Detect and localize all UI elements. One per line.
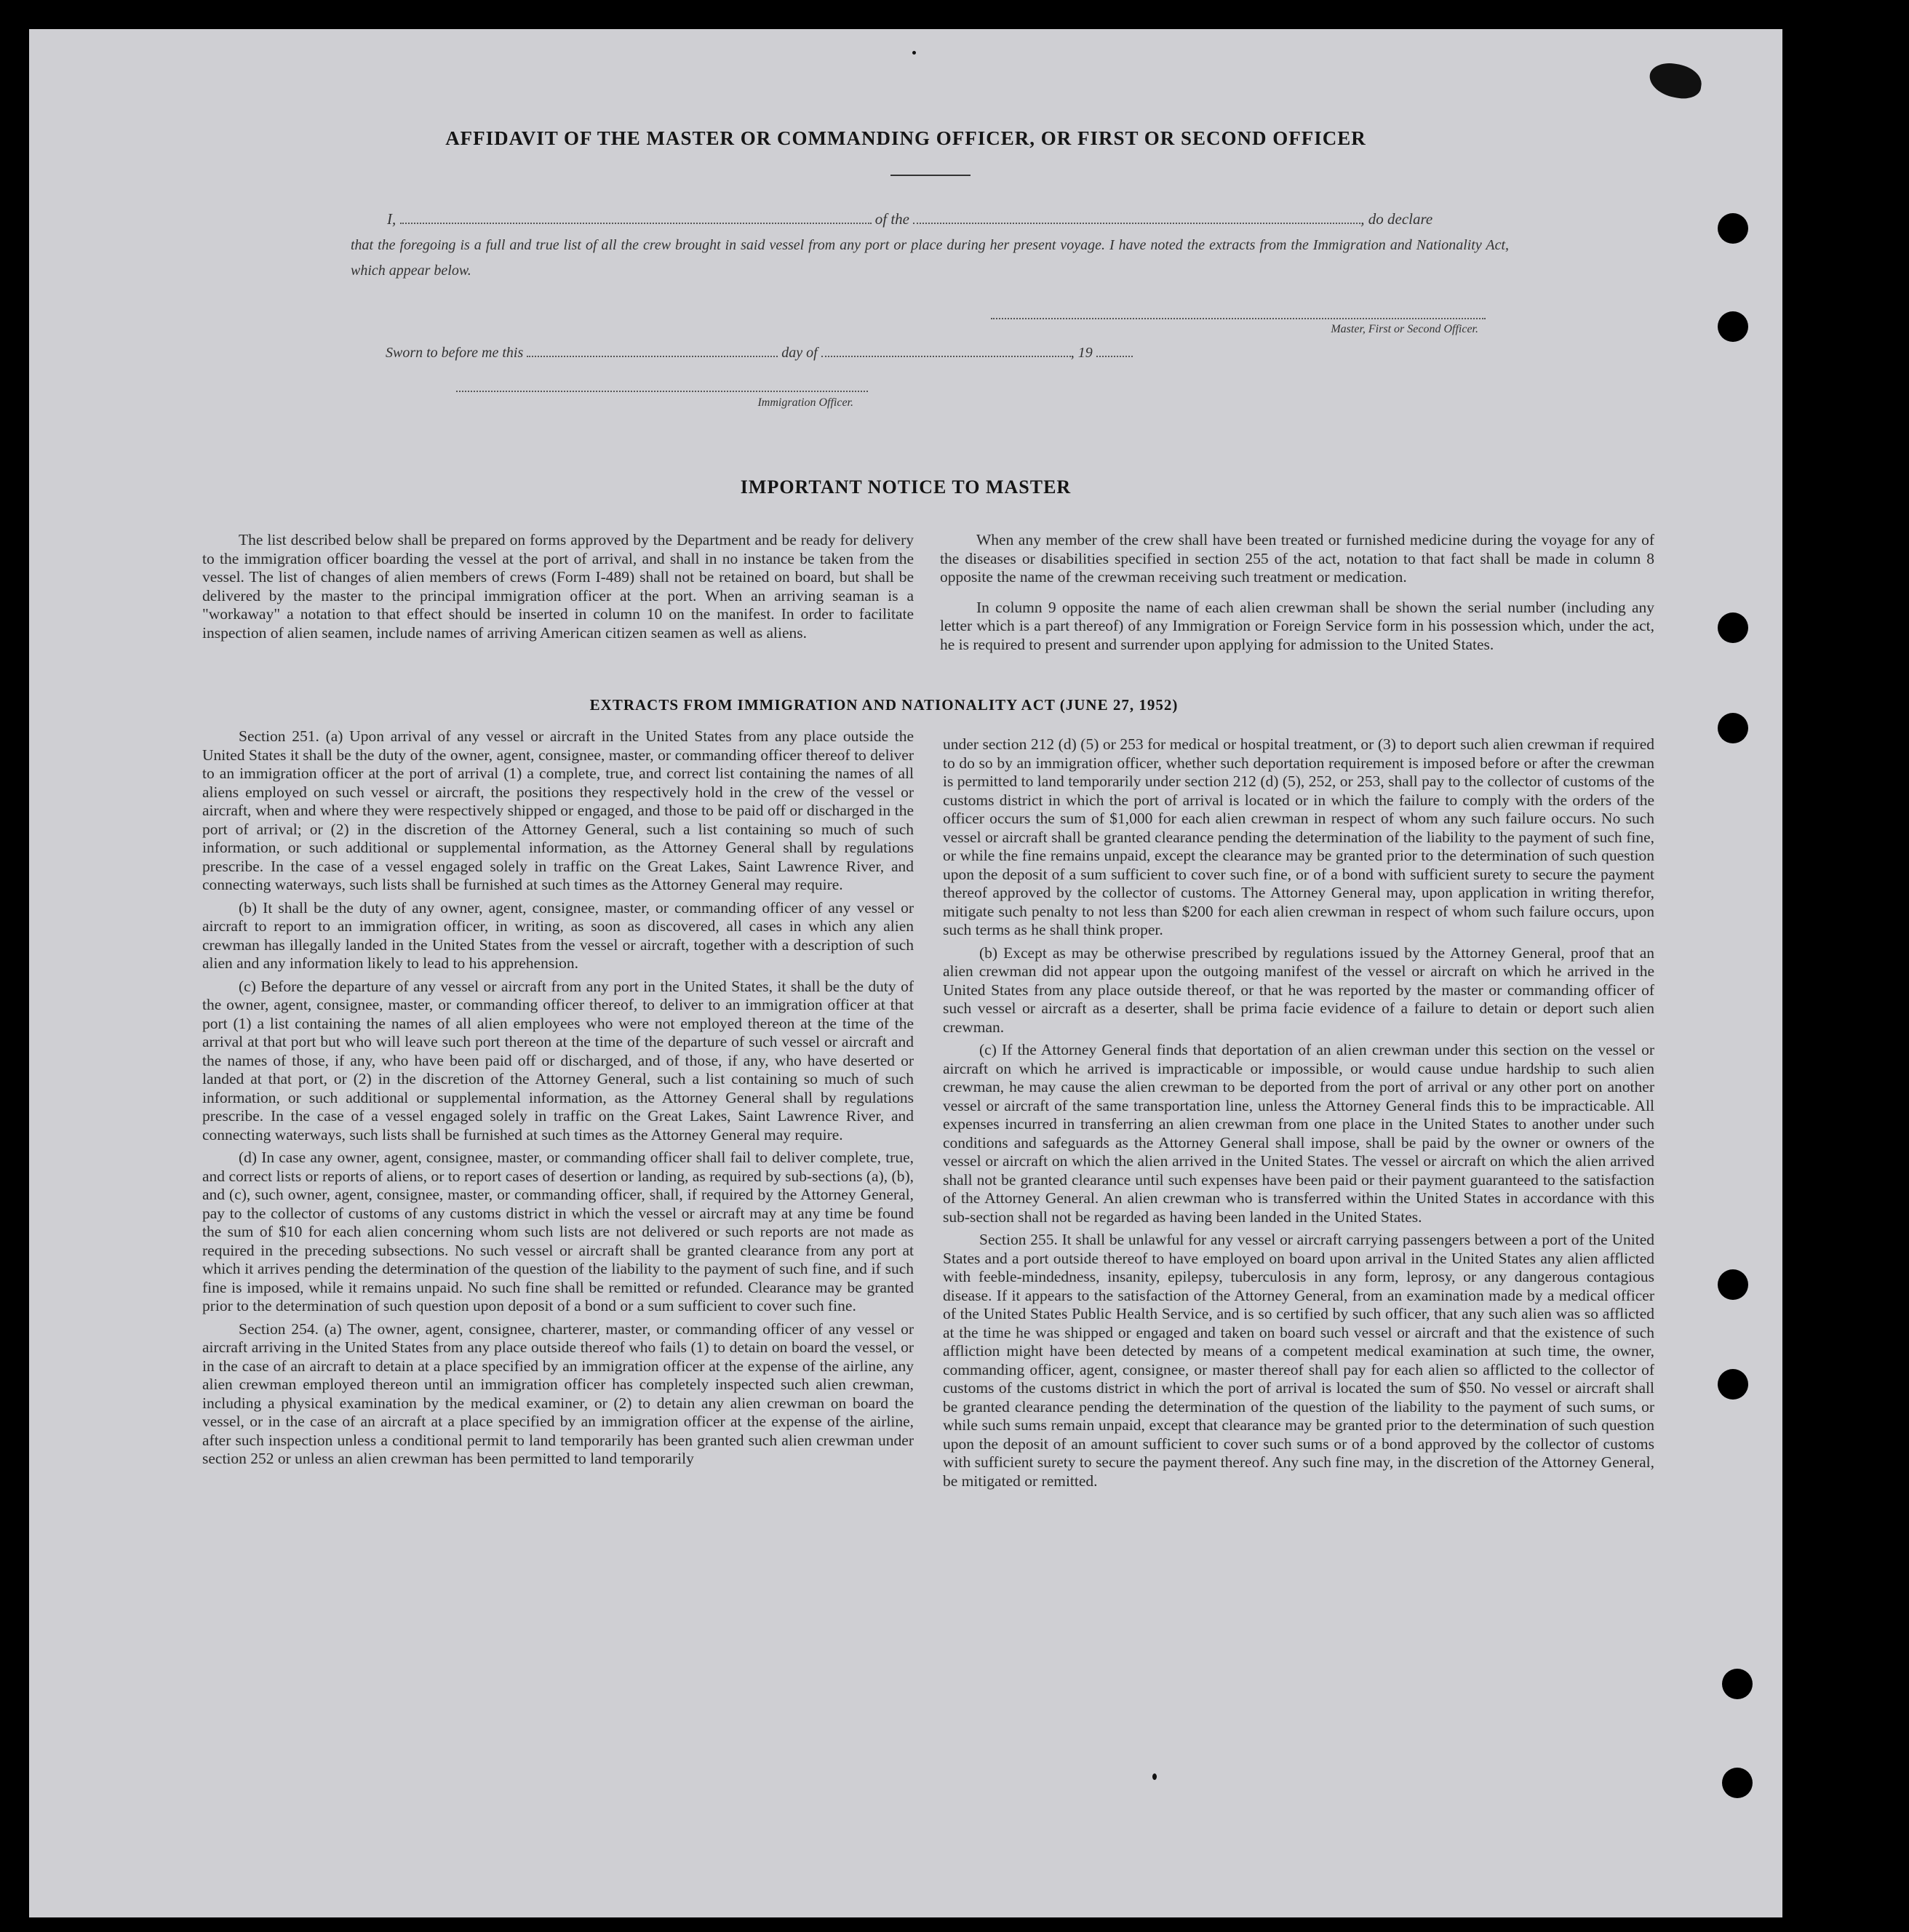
label-day-of: day of xyxy=(781,345,818,361)
section-251-d: (d) In case any owner, agent, consignee, master, or commanding officer shall fail to deliver complete, true, and correct lists or reports of aliens, or to report cases of desertion or landing, as required by sub-sections (a), (b), and (c), such owner, agent, consignee, master, or commanding officer, shall, if required by the Attorney General, pay to the collector of customs of any customs district in which the vessel or aircraft may at any time be found the sum of $10 for each alien concerning whom such lists are not delivered or such reports are not made as required in the preceding subsections. No such vessel or aircraft shall be granted clearance from any port at which it arrives pending the determination of the question of the liability to the payment of such fine, and if such fine is imposed, while it remains unpaid. No such fine shall be remitted or refunded. Clearance may be granted prior to the determination of such question upon deposit of a bond or a sum sufficient to cover such fine. xyxy=(202,1149,914,1314)
notice-left-paragraph: The list described below shall be prepared on forms approved by the Department and be ready for delivery to the immigration officer boarding the vessel at the port of arrival, and shall in no instance be taken from the vessel. The list of changes of alien members of crews (Form I-489) shall not be retained on board, but shall be delivered by the master to the principal immigration officer at the port. When an arriving seaman is a "workaway" a notation to that effect should be inserted in column 10 on the manifest. In order to facilitate inspection of alien seamen, include names of arriving American citizen seamen as well as aliens. xyxy=(202,531,914,642)
sworn-year-field[interactable] xyxy=(1096,340,1133,357)
notice-left xyxy=(202,531,914,647)
extracts-left-column xyxy=(202,727,914,1473)
declaration-text: that the foregoing is a full and true list of all the crew brought in said vessel from any port or place during her present voyage. I have noted the extracts from the Immigration and Nationality Act, which appear below. xyxy=(351,237,1509,279)
punch-hole xyxy=(1718,1369,1748,1400)
punch-hole xyxy=(1718,213,1748,244)
label-do-declare: , do declare xyxy=(1360,210,1433,228)
label-of-the: of the xyxy=(874,210,909,228)
affidavit-title: AFFIDAVIT OF THE MASTER OR COMMANDING OFFICER, OR FIRST OR SECOND OFFICER xyxy=(445,127,1366,149)
section-251-c: (c) Before the departure of any vessel or aircraft from any port in the United States, it shall be the duty of the owner, agent, consignee, master, or commanding officer thereof, to deliver to an immigration officer at that port (1) a list containing the names of all alien employees who were not employed thereon at the time of the arrival at that port but who will leave such port thereon at the time of the departure of such vessel or aircraft and the names of those, if any, who have been paid off or discharged, and of those, if any, who have deserted or landed at that port, or (2) in the discretion of the Attorney General, such a list containing so much of such information, or such additional or supplemental information, as the Attorney General shall by regulations prescribe. In the case of a vessel engaged solely in traffic on the Great Lakes, Saint Lawrence River, and connecting waterways, such lists shall be furnished at such times as the Attorney General may require. xyxy=(202,977,914,1143)
punch-hole xyxy=(1718,311,1748,342)
punch-hole xyxy=(1718,612,1748,643)
section-254-a-continued: under section 212 (d) (5) or 253 for medical or hospital treatment, or (3) to deport such alien crewman if required to do so by an immigration officer, whether such deportation requirement is imposed before or after the crewman is permitted to land temporarily under section 212 (d) (5), 252, or 253, shall pay to the collector of customs of the customs district in which the port of arrival is located or in which the failure to comply with the orders of the officer occurs the sum of $1,000 for each alien crewman in respect of whom any such failure occurs. No such vessel or aircraft shall be granted clearance pending the determination of the liability to the payment of such fine, or while the fine remains unpaid, except the clearance may be granted prior to the determination of such question upon the deposit of a sum sufficient to cover such fine, or of a bond with sufficient surety to secure the payment thereof approved by the collector of customs. The Attorney General may, upon application in writing therefor, mitigate such penalty to not less than $200 for each alien crewman in respect of whom such failure occurs, upon such terms as he shall think proper. xyxy=(943,735,1654,938)
extracts-title: EXTRACTS FROM IMMIGRATION AND NATIONALITY ACT (JUNE 27, 1952) xyxy=(589,696,1179,714)
officer-signature-line[interactable] xyxy=(456,391,868,392)
sworn-day-field[interactable] xyxy=(527,340,778,357)
notice-right xyxy=(940,531,1654,658)
declarant-line xyxy=(387,207,1507,228)
name-field[interactable] xyxy=(400,207,872,224)
punch-hole xyxy=(1718,1269,1748,1300)
section-251-a: Section 251. (a) Upon arrival of any vessel or aircraft in the United States from any place outside the United States it shall be the duty of the owner, agent, consignee, master, or commanding officer thereof to deliver to an immigration officer at the port of arrival (1) a complete, true, and correct list containing the names of all aliens employed on such vessel or aircraft, the positions they respectively hold in the crew of the vessel or aircraft, when and where they were respectively shipped or engaged, and those to be paid off or discharged in the port of arrival; or (2) in the discretion of the Attorney General, such a list containing so much of such information, or such additional or supplemental information, as the Attorney General shall by regulations prescribe. In the case of a vessel engaged solely in traffic on the Great Lakes, Saint Lawrence River, and connecting waterways, such lists shall be furnished at such times as the Attorney General may require. xyxy=(202,727,914,893)
section-254-b: (b) Except as may be otherwise prescribed by regulations issued by the Attorney General, proof that an alien crewman did not appear upon the outgoing manifest of the vessel or aircraft on which he arrived in the United States from any place outside thereof, or that he was reported by the master or commanding officer of such vessel or aircraft as a deserter, shall be prima facie evidence of a failure to detain or deport such alien crewman. xyxy=(943,943,1654,1036)
notice-right-paragraph: In column 9 opposite the name of each alien crewman shall be shown the serial number (including any letter which is a part thereof) of any Immigration or Foreign Service form in his possession which, under the act, he is required to present and surrender upon applying for admission to the United States. xyxy=(940,598,1654,653)
officer-label: Immigration Officer. xyxy=(757,396,853,409)
label-i: I, xyxy=(387,210,396,228)
extracts-right-column xyxy=(943,735,1654,1495)
punch-hole xyxy=(1722,1669,1753,1699)
vessel-field[interactable] xyxy=(913,207,1360,224)
section-251-b: (b) It shall be the duty of any owner, agent, consignee, master, or commanding officer of any vessel or aircraft to report to an immigration officer, in writing, as soon as discovered, all cases in which any alien crewman has illegally landed in the United States from the vessel or aircraft, together with a description of such alien and any information likely to lead to his apprehension. xyxy=(202,898,914,972)
section-254-a: Section 254. (a) The owner, agent, consignee, charterer, master, or commanding officer of any vessel or aircraft arriving in the United States from any place outside thereof who fails (1) to detain on board the vessel, or in the case of an aircraft to detain at a place specified by an immigration officer at the expense of the airline, any alien crewman employed thereon until an immigration officer has completely inspected such alien crewman, including a physical examination by the medical examiner, or (2) to detain any alien crewman on board the vessel, or in the case of an aircraft at a place specified by an immigration officer at the expense of the airline, after such inspection unless a conditional permit to land temporarily has been granted such alien crewman under section 252 or unless an alien crewman has been permitted to land temporarily xyxy=(202,1320,914,1467)
sworn-month-field[interactable] xyxy=(821,340,1071,357)
title-rule xyxy=(890,175,971,176)
punch-hole xyxy=(1722,1768,1753,1798)
notice-title: IMPORTANT NOTICE TO MASTER xyxy=(740,476,1072,498)
sworn-line xyxy=(386,340,1259,362)
document-page xyxy=(29,29,1782,1917)
label-year: , 19 xyxy=(1070,345,1093,361)
section-254-c: (c) If the Attorney General finds that deportation of an alien crewman under this section on the vessel or aircraft on which he arrived is impracticable or impossible, or would cause undue hardship to such alien crewman, he may cause the alien crewman to be deported from the port of arrival or any other port on another vessel or aircraft of the same transportation line, unless the Attorney General finds this to be impracticable. All expenses incurred in transferring an alien crewman from one place in the United States to another under such conditions and safeguards as the Attorney General shall impose, shall be paid by the owner or owners of the vessel or aircraft on which the alien arrived in the United States. The vessel or aircraft on which the alien arrived shall not be granted clearance until such expenses have been paid or their payment guaranteed to the satisfaction of the Attorney General. An alien crewman who is transferred within the United States in accordance with this sub-section shall not be regarded as having been landed in the United States. xyxy=(943,1041,1654,1226)
notice-right-paragraph: When any member of the crew shall have been treated or furnished medicine during the voyage for any of the diseases or disabilities specified in section 255 of the act, notation to that fact shall be made in column 8 opposite the name of the crewman receiving such treatment or medication. xyxy=(940,531,1654,586)
ink-blot xyxy=(1647,60,1704,101)
master-label: Master, First or Second Officer. xyxy=(1331,323,1478,335)
speck xyxy=(912,51,916,55)
speck xyxy=(1152,1773,1157,1780)
label-sworn: Sworn to before me this xyxy=(386,345,524,361)
signature-line[interactable] xyxy=(991,318,1486,319)
punch-hole xyxy=(1718,713,1748,743)
section-255: Section 255. It shall be unlawful for any vessel or aircraft carrying passengers between a port of the United States and a port outside thereof to have employed on board upon arrival in the United States any alien afflicted with feeble-mindedness, insanity, epilepsy, tuberculosis in any form, leprosy, or any dangerous contagious disease. If it appears to the satisfaction of the Attorney General, from an examination made by a medical officer of the United States Public Health Service, and is so certified by such officer, that any such alien was so afflicted at the time he was shipped or engaged and taken on board such vessel or aircraft and that the existence of such affliction might have been detected by means of a competent medical examination at such time, the owner, commanding officer, agent, consignee, or master thereof shall pay for each alien so afflicted to the collector of customs of the customs district in which the port of arrival is located the sum of $50. No vessel or aircraft shall be granted clearance pending the determination of the question of the liability to the payment of such sums, or while such sums remain unpaid, except that clearance may be granted prior to the determination of such question upon the deposit of an amount sufficient to cover such sums or of a bond approved by the collector of customs with sufficient surety to secure the payment thereof. Any such fine may, in the discretion of the Attorney General, be mitigated or remitted. xyxy=(943,1231,1654,1490)
